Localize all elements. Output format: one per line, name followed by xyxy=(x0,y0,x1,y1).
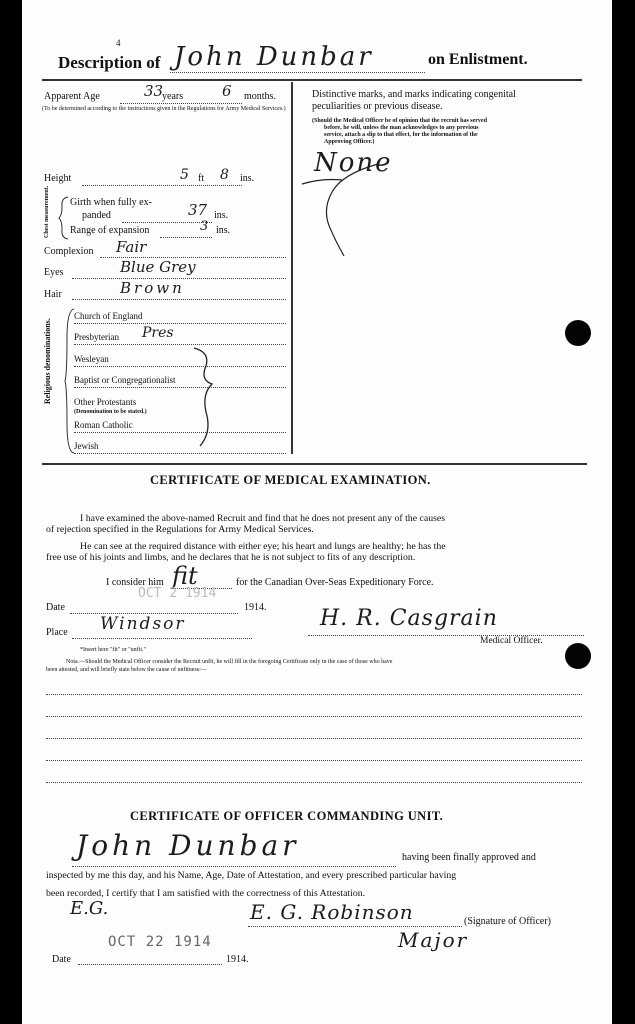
girth-label-1: Girth when fully ex- xyxy=(70,197,152,208)
rel-dots-3 xyxy=(74,366,286,367)
marks-scrawl xyxy=(302,162,382,258)
marks-label-1: Distinctive marks, and marks indicating congenital xyxy=(312,89,516,100)
expansion-dots xyxy=(160,237,212,238)
ins-label: ins. xyxy=(240,173,255,184)
title-dotted-line xyxy=(170,72,425,73)
signature-of-officer-label: (Signature of Officer) xyxy=(464,916,552,927)
expansion-ins: ins. xyxy=(216,225,231,236)
chest-brace xyxy=(58,196,70,240)
marks-label-2: peculiarities or previous disease. xyxy=(312,101,443,112)
rel-dots-5 xyxy=(74,432,286,433)
medical-p2-line1: He can see at the required distance with either eye; his heart and lungs are healthy; he has the xyxy=(80,541,446,552)
unfitness-dots-5 xyxy=(46,782,582,783)
place-value: Windsor xyxy=(100,614,186,634)
section-rule xyxy=(42,463,587,465)
fit-value: fit xyxy=(172,562,198,590)
age-years-value: 33 xyxy=(144,82,164,100)
age-months-value: 6 xyxy=(222,82,232,100)
girth-dots xyxy=(122,222,212,223)
unfitness-dots-3 xyxy=(46,738,582,739)
medical-heading: CERTIFICATE OF MEDICAL EXAMINATION. xyxy=(150,473,431,487)
rel-dots-1 xyxy=(74,323,286,324)
girth-label-2: panded xyxy=(82,210,111,221)
commanding-date-dots xyxy=(78,964,222,965)
girth-ins: ins. xyxy=(214,210,229,221)
nota-line2: been attested, and will briefly state below the cause of unfitness:— xyxy=(46,667,207,673)
header-rule xyxy=(42,79,582,81)
religion-wesleyan: Wesleyan xyxy=(74,354,109,364)
chest-label: Chest measurement. xyxy=(44,185,50,238)
unfitness-dots-2 xyxy=(46,716,582,717)
header-mark: 4 xyxy=(116,38,121,48)
rel-dots-2 xyxy=(74,344,286,345)
religion-other-protestants: Other Protestants xyxy=(74,397,137,407)
religion-label: Religious denominations. xyxy=(43,318,52,404)
religion-roman-catholic: Roman Catholic xyxy=(74,420,133,430)
commanding-line1-suffix: having been finally approved and xyxy=(402,852,536,863)
title-left: Description of xyxy=(58,53,161,72)
commanding-name-dots xyxy=(72,866,396,867)
commanding-officer-signature: E. G. Robinson xyxy=(250,900,414,924)
hair-value: Brown xyxy=(120,279,185,297)
religion-baptist: Baptist or Congregationalist xyxy=(74,375,176,385)
religion-presbyterian: Presbyterian xyxy=(74,332,119,342)
recruit-name: John Dunbar xyxy=(174,42,374,72)
expansion-label: Range of expansion xyxy=(70,225,150,236)
religion-jewish: Jewish xyxy=(74,441,99,451)
rank-value: Major xyxy=(398,928,469,952)
place-dots xyxy=(72,638,252,639)
binder-hole-bottom xyxy=(565,643,591,669)
attestation-paper xyxy=(22,0,612,1024)
religion-denomination-note: (Denomination to be stated.) xyxy=(74,409,147,415)
marks-note-2: before, he will, unless the man acknowledges to any previous xyxy=(324,125,479,131)
unfitness-dots-4 xyxy=(46,760,582,761)
commanding-date-stamp: OCT 22 1914 xyxy=(108,934,212,950)
girth-value: 37 xyxy=(188,201,208,219)
column-divider xyxy=(291,82,293,454)
religion-value: Pres xyxy=(142,325,174,341)
ft-label: ft xyxy=(198,173,205,184)
nota-line1: Nota.—Should the Medical Officer consider the Recruit unfit, he will fill in the foregoing Certificate only in the case of those who have xyxy=(66,659,393,665)
height-in-value: 8 xyxy=(220,167,229,183)
consider-suffix: for the Canadian Over-Seas Expeditionary Force. xyxy=(236,577,434,588)
unfitness-dots-1 xyxy=(46,694,582,695)
apparent-age-label: Apparent Age xyxy=(44,91,100,102)
complexion-value: Fair xyxy=(116,238,147,256)
commanding-heading: CERTIFICATE OF OFFICER COMMANDING UNIT. xyxy=(130,809,444,823)
commanding-date-label: Date xyxy=(52,954,71,965)
expansion-value: 3 xyxy=(200,219,209,234)
medical-officer-signature: H. R. Casgrain xyxy=(320,606,498,631)
religion-scrawl xyxy=(192,346,222,450)
years-label: years xyxy=(162,91,184,102)
title-right: on Enlistment. xyxy=(428,51,528,68)
religion-church-of-england: Church of England xyxy=(74,311,143,321)
months-label: months. xyxy=(244,91,276,102)
commanding-signature-dots xyxy=(248,926,462,927)
marks-note-4: Approving Officer.) xyxy=(324,139,375,145)
commanding-year-label: 1914. xyxy=(226,954,249,965)
medical-date-stamp: OCT 2 1914 xyxy=(138,586,217,601)
marks-note-3: service, attach a slip to that effect, for the information of the xyxy=(324,132,478,138)
commanding-initials: E.G. xyxy=(70,898,109,919)
height-label: Height xyxy=(44,173,72,184)
commanding-line2: inspected by me this day, and his Name, Age, Date of Attestation, and every prescribed particular having xyxy=(46,870,457,881)
medical-year-label: 1914. xyxy=(244,602,267,613)
eyes-value: Blue Grey xyxy=(120,258,196,276)
medical-date-label: Date xyxy=(46,602,65,613)
medical-p2-line2: free use of his joints and limbs, and he declares that he is not subject to fits of any description. xyxy=(46,552,416,563)
consider-prefix: I consider him xyxy=(106,577,164,588)
eyes-label: Eyes xyxy=(44,267,64,278)
medical-p1-line1: I have examined the above-named Recruit and find that he does not present any of the causes xyxy=(80,513,446,524)
height-dots xyxy=(82,185,242,186)
height-ft-value: 5 xyxy=(180,167,189,183)
medical-officer-label: Medical Officer. xyxy=(480,636,543,646)
commanding-name-value: John Dunbar xyxy=(76,829,300,862)
marks-note-1: (Should the Medical Officer be of opinion that the recruit has served xyxy=(312,118,487,124)
age-note: (To be determined according to the instructions given in the Regulations for Army Medical Services.) xyxy=(42,106,286,112)
marks-value: None xyxy=(314,148,393,178)
commanding-line3: been recorded, I certify that I am satisfied with the correctness of this Attestation. xyxy=(46,888,366,899)
rel-dots-4 xyxy=(74,387,286,388)
insert-note: *Insert here "fit" or "unfit." xyxy=(80,647,146,653)
place-label: Place xyxy=(46,627,68,638)
hair-dots xyxy=(72,299,286,300)
medical-p1-line2: of rejection specified in the Regulations for Army Medical Services. xyxy=(46,524,314,535)
age-dots xyxy=(120,103,242,104)
binder-hole-top xyxy=(565,320,591,346)
rel-dots-6 xyxy=(74,453,286,454)
hair-label: Hair xyxy=(44,289,62,300)
complexion-label: Complexion xyxy=(44,246,94,257)
